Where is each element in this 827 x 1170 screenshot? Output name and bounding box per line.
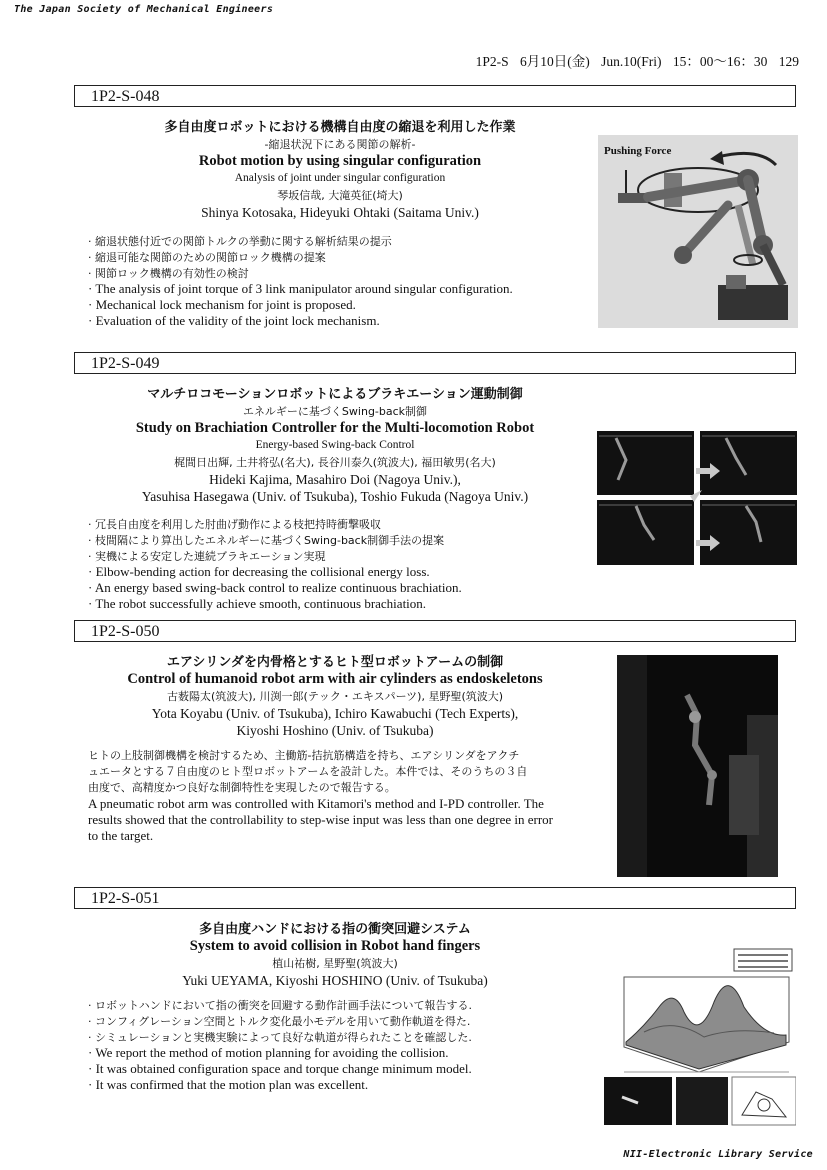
authors-en: Yota Koyabu (Univ. of Tsukuba), Ichiro Kawabuchi (Tech Experts),: [151, 706, 519, 721]
list-item: · It was confirmed that the motion plan was excellent.: [88, 1076, 369, 1092]
subtitle-jp: エネルギーに基づくSwing-back制御: [242, 405, 428, 418]
abstract-en-line: to the target.: [88, 828, 154, 843]
authors-jp: 古薮陽太(筑波大), 川渕一郎(テック・エキスパーツ), 星野聖(筑波大): [166, 690, 504, 703]
paper-id-box: [74, 352, 796, 374]
abstract: [88, 748, 598, 844]
list-item: · 実機による安定した連続ブラキエーション実現: [88, 549, 326, 563]
list-item: · It was obtained configuration space and torque change minimum model.: [88, 1061, 472, 1077]
paper-id: 1P2-S-051: [91, 890, 160, 907]
brachiation-photo-grid: [596, 430, 798, 566]
robot-arm-photo: [617, 655, 778, 877]
paper-id: 1P2-S-049: [91, 355, 160, 372]
list-item: · ロボットハンドにおいて指の衝突を回避する動作計画手法について報告する.: [88, 999, 473, 1012]
list-item: · The analysis of joint torque of 3 link manipulator around singular configuration.: [88, 281, 513, 297]
title-en: Robot motion by using singular configuration: [198, 153, 482, 169]
page-number: 129: [778, 54, 799, 69]
list-item: · Elbow-bending action for decreasing the collisional energy loss.: [88, 564, 430, 580]
collision-figure: [604, 947, 796, 1127]
bullet-list: [88, 234, 513, 329]
session-code: 1P2-S: [475, 54, 509, 69]
session-time: 15：00〜16：30: [672, 54, 768, 69]
date-jp: 6月10日(金): [520, 54, 590, 69]
title-jp: 多自由度ロボットにおける機構自由度の縮退を利用した作業: [164, 120, 516, 135]
paper-heading: [80, 654, 590, 739]
list-item: · シミュレーションと実機実験によって良好な軌道が得られたことを確認した.: [88, 1030, 472, 1044]
footer-text: NII-Electronic Library Service: [623, 1149, 813, 1160]
abstract-jp-line: ヒトの上肢制御機構を検討するため、主働筋-拮抗筋構造を持ち、エアシリンダをアクチ: [88, 749, 520, 762]
authors-en: Yasuhisa Hasegawa (Univ. of Tsukuba), Toshio Fukuda (Nagoya Univ.): [141, 489, 529, 504]
title-jp: エアシリンダを内骨格とするヒト型ロボットアームの制御: [166, 655, 504, 670]
brachiation-frames: [596, 430, 798, 566]
authors-en: Kiyoshi Hoshino (Univ. of Tsukuba): [236, 723, 434, 738]
title-en: System to avoid collision in Robot hand fingers: [189, 938, 481, 954]
authors-jp: 梶間日出輝, 土井将弘(名大), 長谷川泰久(筑波大), 福田敏男(名大): [174, 456, 496, 469]
list-item: · 関節ロック機構の有効性の検討: [88, 266, 249, 280]
title-jp: マルチロコモーションロボットによるブラキエーション運動制御: [147, 387, 523, 402]
paper-id-box: [74, 620, 796, 642]
list-item: · Mechanical lock mechanism for joint is proposed.: [88, 297, 356, 313]
list-item: · 冗長自由度を利用した肘曲げ動作による枝把持時衝撃吸収: [88, 518, 381, 531]
running-header: [468, 50, 799, 70]
authors-en: Shinya Kotosaka, Hideyuki Ohtaki (Saitama Univ.): [201, 205, 479, 220]
authors-jp: 琴坂信哉, 大滝英征(埼大): [277, 189, 403, 202]
abstract-jp-line: ュエータとする７自由度のヒト型ロボットアームを設計した。本件では、そのうちの３自: [88, 765, 528, 778]
bullet-list: [88, 998, 472, 1093]
abstract-en-line: results showed that the controllability to step-wise input was less than one degree in error: [88, 812, 553, 827]
paper-id: 1P2-S-050: [91, 623, 160, 640]
abstract-en-line: A pneumatic robot arm was controlled with Kitamori's method and I-PD controller. The: [88, 796, 544, 811]
configuration-space-plot-and-photos: [604, 947, 796, 1127]
list-item: · 縮退状態付近での関節トルクの挙動に関する解析結果の提示: [88, 235, 392, 248]
date-en: Jun.10(Fri): [601, 54, 662, 69]
subtitle-en: Energy-based Swing-back Control: [255, 439, 415, 451]
authors-jp: 植山祐樹, 星野聖(筑波大): [272, 957, 398, 970]
paper-heading: [80, 921, 590, 989]
list-item: · We report the method of motion planning for avoiding the collision.: [88, 1045, 449, 1061]
list-item: · The robot successfully achieve smooth, continuous brachiation.: [88, 595, 427, 611]
authors-en: Hideki Kajima, Masahiro Doi (Nagoya Univ.),: [209, 472, 461, 487]
paper-id-box: [74, 85, 796, 107]
list-item: · Evaluation of the validity of the joint lock mechanism.: [88, 312, 380, 328]
list-item: · 枝間隔により算出したエネルギーに基づくSwing-back制御手法の提案: [88, 533, 445, 547]
title-en: Control of humanoid robot arm with air cylinders as endoskeletons: [127, 671, 543, 687]
robot-arm-illustration: [598, 135, 798, 328]
subtitle-en: Analysis of joint under singular configuration: [234, 172, 446, 184]
list-item: · An energy based swing-back control to realize continuous brachiation.: [88, 580, 462, 596]
bullet-list: [88, 517, 462, 612]
paper-id: 1P2-S-048: [91, 88, 160, 105]
society-header: The Japan Society of Mechanical Engineers: [14, 4, 274, 15]
abstract-jp-line: 由度で、高精度かつ良好な制御特性を実現したので報告する。: [88, 781, 396, 794]
paper-id-box: [74, 887, 796, 909]
paper-heading: [80, 386, 590, 505]
title-jp: 多自由度ハンドにおける指の衝突回避システム: [199, 922, 471, 937]
humanoid-arm-photo: [617, 655, 778, 877]
list-item: · コンフィグレーション空間とトルク変化最小モデルを用いて動作軌道を得た.: [88, 1014, 471, 1028]
paper-heading: [100, 119, 580, 221]
authors-en: Yuki UEYAMA, Kiyoshi HOSHINO (Univ. of Tsukuba): [182, 973, 488, 988]
robot-arm-figure: [598, 135, 798, 328]
subtitle-jp: -縮退状況下にある関節の解析-: [264, 138, 416, 151]
title-en: Study on Brachiation Controller for the Multi-locomotion Robot: [135, 420, 535, 436]
pushing-force-label: Pushing Force: [604, 145, 672, 157]
list-item: · 縮退可能な関節のための関節ロック機構の提案: [88, 250, 326, 264]
